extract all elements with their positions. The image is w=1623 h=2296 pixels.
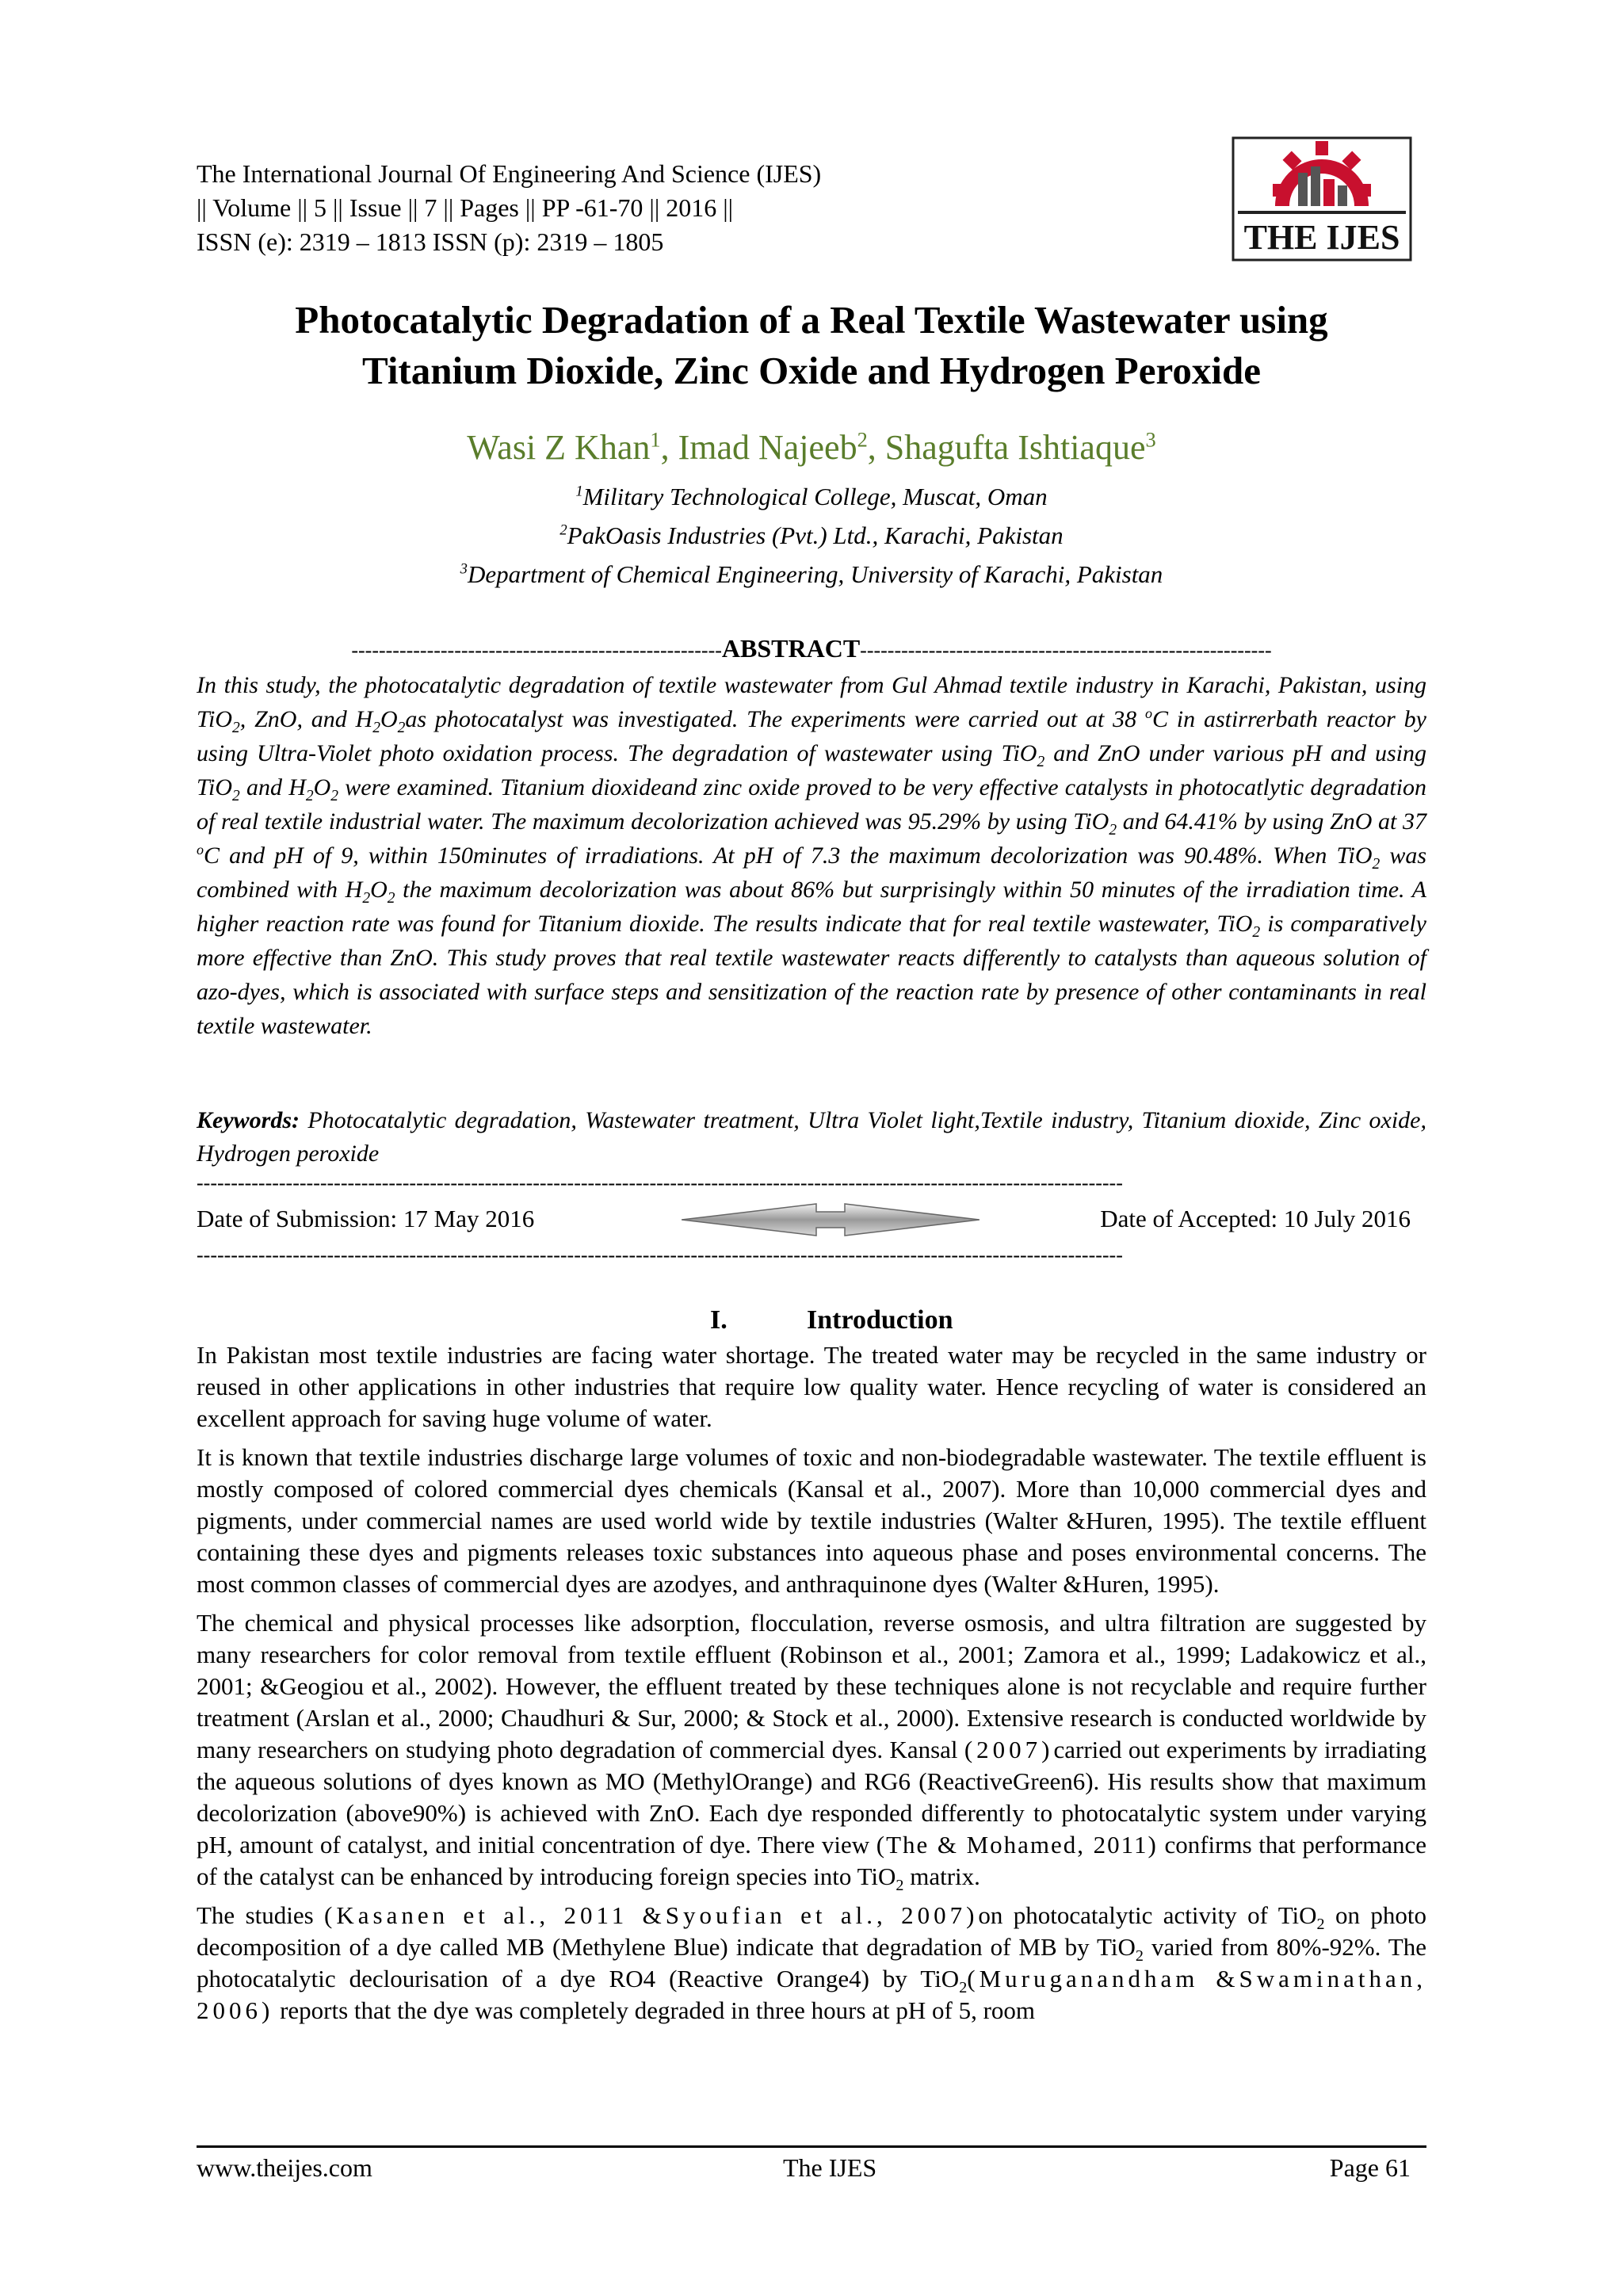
footer-journal: The IJES — [783, 2153, 877, 2182]
journal-info — [197, 157, 821, 259]
paper-title: Photocatalytic Degradation of a Real Textile Wastewater using Titanium Dioxide, Zinc Oxide and Hydrogen Peroxide — [295, 298, 1328, 392]
abstract-heading: ABSTRACT — [721, 636, 861, 663]
accepted-date: Date of Accepted: 10 July 2016 — [1100, 1205, 1411, 1232]
author-name: Shagufta Ishtiaque — [884, 428, 1146, 467]
journal-volume: || Volume || 5 || Issue || 7 || Pages || PP -61-70 || 2016 || — [197, 193, 734, 222]
section-title: Introduction — [807, 1305, 953, 1335]
footer — [197, 2150, 1426, 2185]
journal-issn: ISSN (e): 2319 – 1813 ISSN (p): 2319 – 1805 — [197, 227, 664, 256]
paragraph: The studies (Kasanen et al., 2011 &Syoufian et al., 2007)on photocatalytic activity of TiO$_2$ on photo decomposition of a dye called MB (Methylene Blue) indicate that degradation of MB by TiO$_2$ varied from 80%-92%. The photocatalytic declourisation of a dye RO4 (Reactive Orange4) by TiO$_2$(Muruganandham &Swaminathan, 2006) reports that the dye was completely degraded in three hours at pH of 5, room — [197, 1901, 1426, 2024]
paragraph: It is known that textile industries discharge large volumes of toxic and non-biodegradable wastewater. The textile effluent is mostly composed of colored commercial dyes chemicals (Kansal et al., 2007). More than 10,000 commercial dyes and pigments, under commercial names are used world wide by textile industries (Walter &Huren, 1995). The textile effluent containing these dyes and pigments releases toxic substances into aqueous phase and poses environmental concerns. The most common classes of commercial dyes are azodyes, and anthraquinone dyes (Walter &Huren, 1995). — [197, 1443, 1426, 1598]
author-name: Imad Najeeb — [678, 428, 857, 467]
affiliation: $^1$Military Technological College, Muscat, Oman — [575, 483, 1048, 510]
paragraph: In Pakistan most textile industries are facing water shortage. The treated water may be recycled in the same industry or reused in other applications in other industries that require low quality water. Hence recycling of water is considered an excellent approach for saving huge volume of water. — [197, 1341, 1426, 1432]
affiliations — [119, 477, 1504, 594]
submission-date: Date of Submission: 17 May 2016 — [197, 1205, 535, 1232]
divider: --------------------------------------------------------------------------------------------------------------------------------------- — [197, 1244, 1123, 1266]
keywords-label: Keywords: — [197, 1107, 300, 1133]
page-number: Page 61 — [1329, 2153, 1411, 2182]
logo-text: THE IJES — [1243, 218, 1400, 257]
affiliation: $^2$PakOasis Industries (Pvt.) Ltd., Karachi, Pakistan — [559, 521, 1064, 549]
keywords — [197, 1104, 1426, 1171]
abstract-text: In this study, the photocatalytic degradation of textile wastewater from Gul Ahmad textile industry in Karachi, Pakistan, using TiO$_2$, ZnO, and $H_2O_2as$ photocatalyst was investigated. The experiments were carried out at 38 $^o$C in astirrerbath reactor by using Ultra-Violet photo oxidation process. The degradation of wastewater using TiO$_2$ and ZnO under various pH and using TiO$_2$ and $H_2O_2$ were examined. Titanium dioxideand zinc oxide proved to be very effective catalysts in photocatlytic degradation of real textile industrial water. The maximum decolorization achieved was 95.29% by using TiO$_2$ and 64.41% by using ZnO at 37 $^o$C and pH of 9, within 150minutes of irradiations. At pH of 7.3 the maximum decolorization was 90.48%. When TiO$_2$ was combined with $H_2O_2$ the maximum decolorization was about 86% but surprisingly within 50 minutes of the irradiation time. A higher reaction rate was found for Titanium dioxide. The results indicate that for real textile wastewater, TiO$_2$ is comparatively more effective than ZnO. This study proves that real textile wastewater reacts differently to catalysts than aqueous solution of azo-dyes, which is associated with surface steps and sensitization of the reaction rate by presence of other contaminants in real textile wastewater. — [197, 672, 1427, 1039]
paragraph: The chemical and physical processes like adsorption, flocculation, reverse osmosis, and ultra filtration are suggested by many researchers for color removal from textile effluent (Robinson et al., 2001; Zamora et al., 1999; Ladakowicz et al., 2001; &Geogiou et al., 2002). However, the effluent treated by these techniques alone is not recyclable and require further treatment (Arslan et al., 2000; Chaudhuri & Sur, 2000; & Stock et al., 2000). Extensive research is conducted worldwide by many researchers on studying photo degradation of commercial dyes. Kansal (2007)carried out experiments by irradiating the aqueous solutions of dyes known as MO (MethylOrange) and RG6 (ReactiveGreen6). His results show that maximum decolorization (above90%) is achieved with ZnO. Each dye responded differently to photocatalytic system under varying pH, amount of catalyst, and initial concentration of dye. There view (The & Mohamed, 2011) confirms that performance of the catalyst can be enhanced by introducing foreign species into TiO$_2$ matrix. — [197, 1609, 1427, 1895]
abstract-divider: ------------------------------------------------------ABSTRACT------------------------------------------------------------ — [197, 636, 1426, 663]
footer-rule — [197, 2145, 1426, 2148]
journal-name: The International Journal Of Engineering And Science (IJES) — [197, 159, 822, 188]
divider: --------------------------------------------------------------------------------------------------------------------------------------- — [197, 1171, 1123, 1194]
section-number: I. — [710, 1305, 727, 1335]
author-name: Wasi Z Khan — [467, 428, 651, 467]
body-text — [197, 1339, 1426, 2034]
footer-url[interactable]: www.theijes.com — [197, 2153, 372, 2182]
dates-row — [197, 1199, 1426, 1239]
authors: Wasi Z Khan$^1$, Imad Najeeb$^2$, Shagufta Ishtiaque$^3$ — [467, 427, 1156, 467]
journal-logo — [1230, 135, 1414, 263]
double-arrow-icon — [682, 1202, 980, 1237]
keywords-list: Photocatalytic degradation, Wastewater treatment, Ultra Violet light,Textile industry, Titanium dioxide, Zinc oxide, Hydrogen peroxide — [197, 1107, 1426, 1167]
affiliation: $^3$Department of Chemical Engineering, University of Karachi, Pakistan — [460, 560, 1163, 588]
